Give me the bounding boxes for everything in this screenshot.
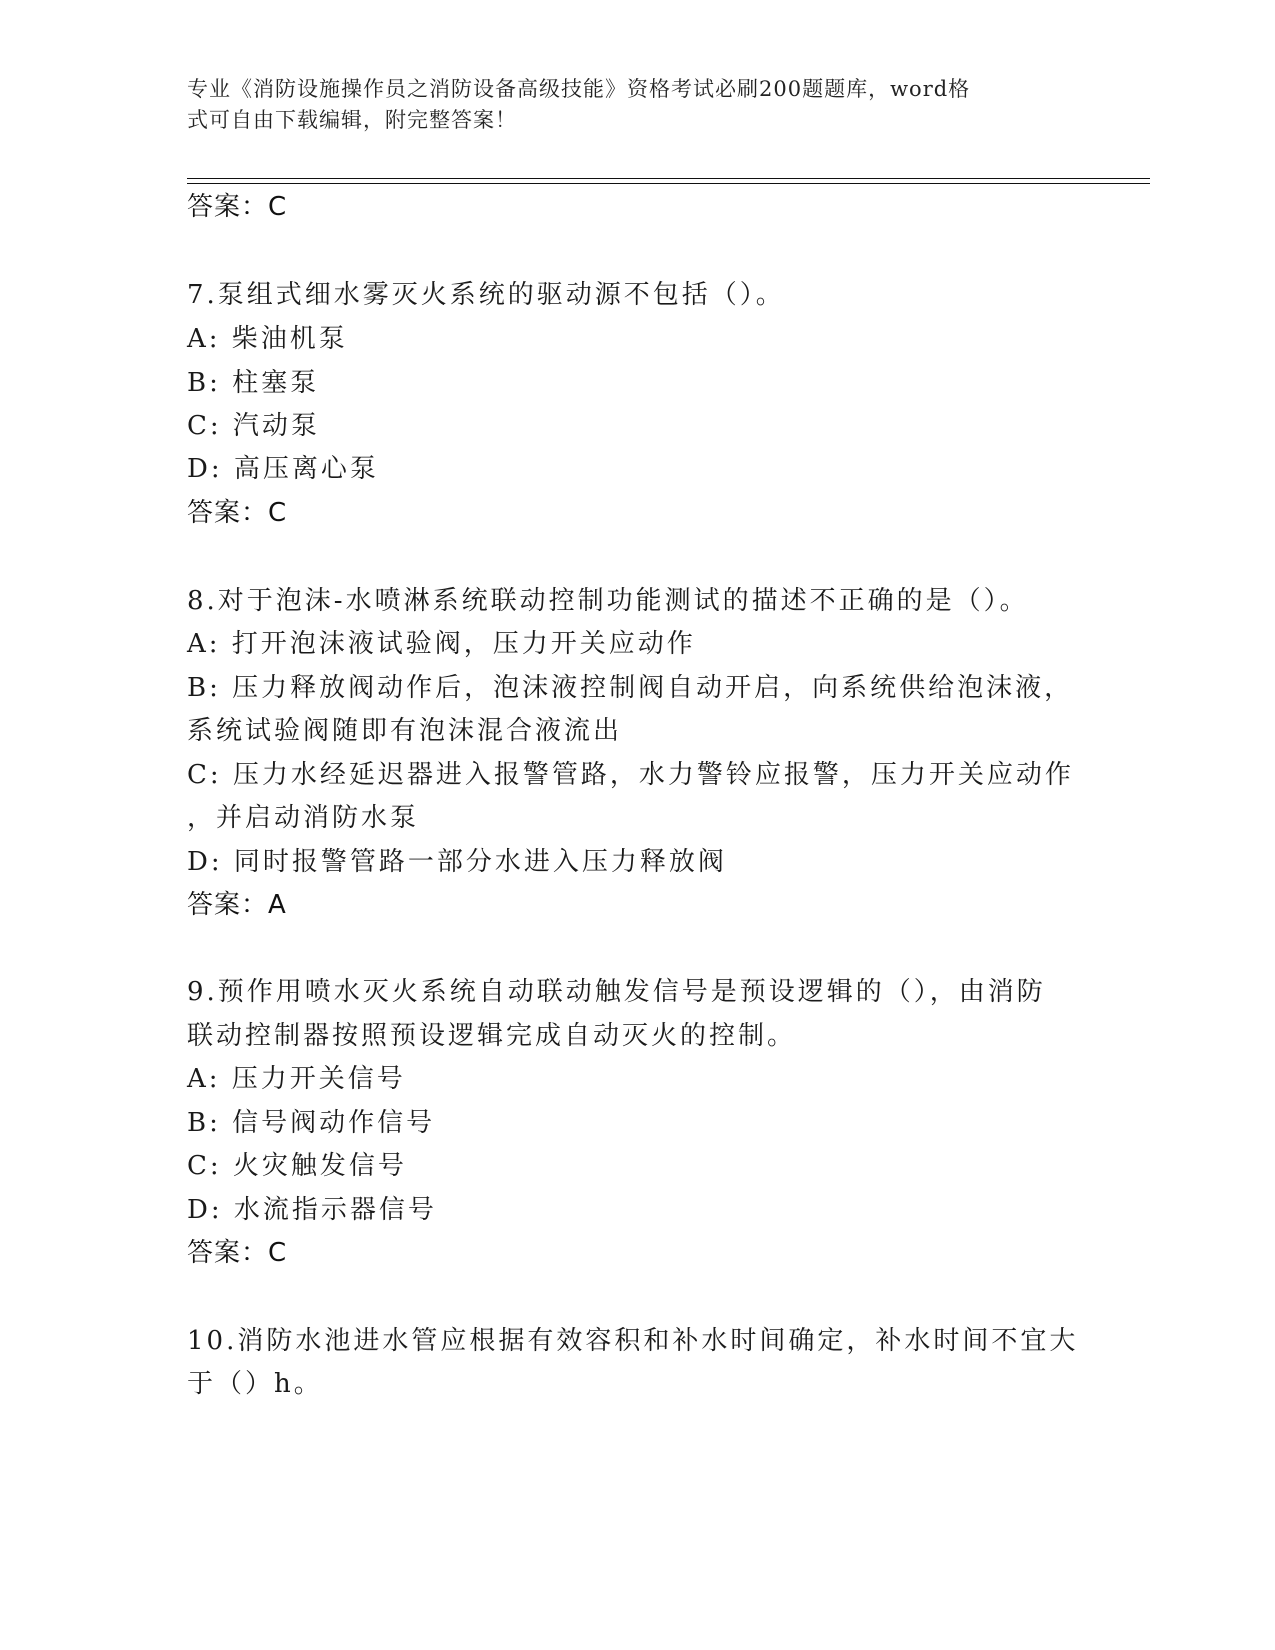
question-8-option-b-line-1: B: 压力释放阀动作后，泡沫液控制阀自动开启，向系统供给泡沫液， [187, 673, 1074, 703]
header-divider-top [187, 178, 1150, 179]
question-8-option-c-line-2: ，并启动消防水泵 [187, 803, 420, 833]
question-7-option-d: D: 高压离心泵 [187, 454, 379, 484]
question-8-option-b-line-2: 系统试验阀随即有泡沫混合液流出 [187, 716, 623, 746]
question-9-answer: 答案：C [187, 1238, 288, 1268]
question-9-option-c: C: 火灾触发信号 [187, 1151, 407, 1181]
question-9-text-line-2: 联动控制器按照预设逻辑完成自动灭火的控制。 [187, 1021, 797, 1051]
header-line-1: 专业《消防设施操作员之消防设备高级技能》资格考试必刷200题题库，word格 [187, 77, 971, 101]
question-9-option-a: A: 压力开关信号 [187, 1064, 406, 1094]
question-7-option-b: B: 柱塞泵 [187, 368, 320, 398]
question-8-option-a: A: 打开泡沫液试验阀，压力开关应动作 [187, 629, 696, 659]
previous-answer: 答案：C [187, 192, 288, 222]
question-7-option-c: C: 汽动泵 [187, 411, 320, 441]
question-7-option-a: A: 柴油机泵 [187, 324, 348, 354]
header-line-2: 式可自由下载编辑，附完整答案！ [187, 108, 517, 132]
question-9-option-b: B: 信号阀动作信号 [187, 1108, 436, 1138]
question-8-option-d: D: 同时报警管路一部分水进入压力释放阀 [187, 847, 727, 877]
question-9-text-line-1: 9.预作用喷水灭火系统自动联动触发信号是预设逻辑的（），由消防 [187, 977, 1046, 1007]
question-7-text: 7.泵组式细水雾灭火系统的驱动源不包括（）。 [187, 280, 785, 310]
question-9-option-d: D: 水流指示器信号 [187, 1195, 437, 1225]
question-10-text-line-2: 于（）h。 [187, 1369, 323, 1399]
question-10-text-line-1: 10.消防水池进水管应根据有效容积和补水时间确定，补水时间不宜大 [187, 1326, 1079, 1356]
header-divider-bottom [187, 183, 1150, 184]
question-8-answer: 答案：A [187, 890, 287, 920]
question-8-option-c-line-1: C: 压力水经延迟器进入报警管路，水力警铃应报警，压力开关应动作 [187, 760, 1074, 790]
question-7-answer: 答案：C [187, 498, 288, 528]
document-header [187, 74, 1067, 136]
question-8-text: 8.对于泡沫-水喷淋系统联动控制功能测试的描述不正确的是（）。 [187, 586, 1029, 616]
